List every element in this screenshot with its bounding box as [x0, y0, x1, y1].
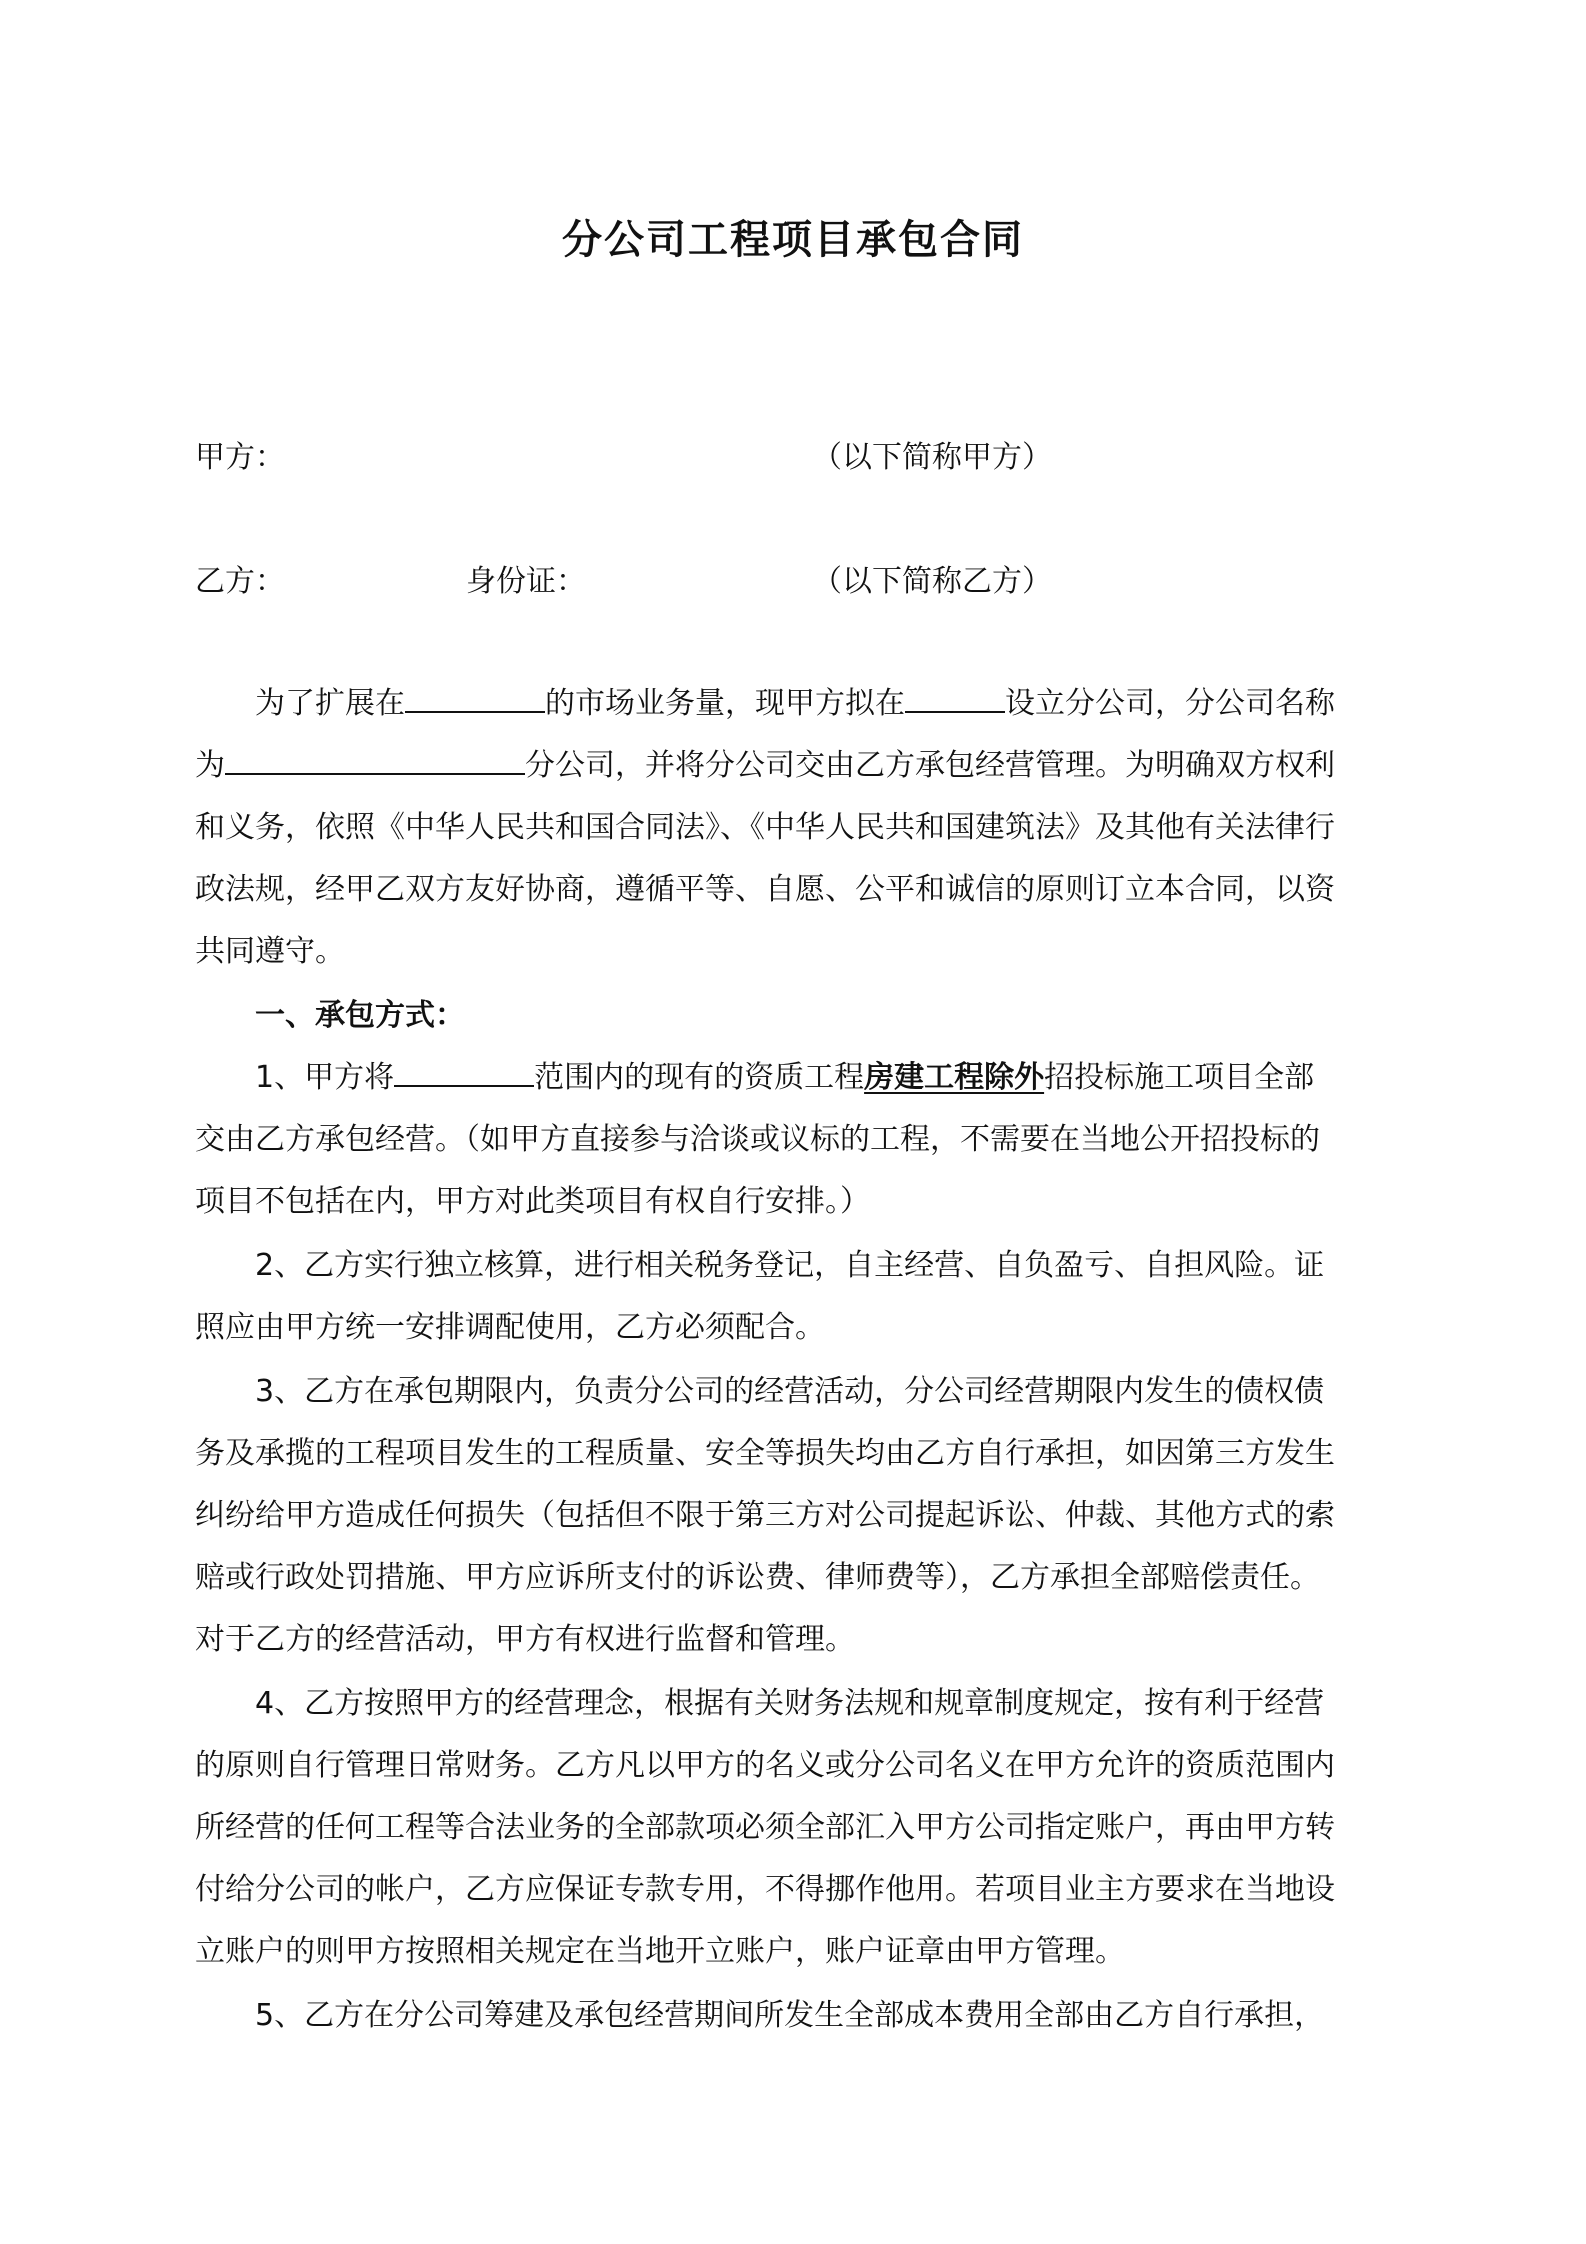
blank-field-branch-name[interactable] — [225, 747, 525, 775]
item-text: 1、甲方将 — [255, 1060, 395, 1095]
item3-line-5: 对于乙方的经营活动，甲方有权进行监督和管理。 — [195, 1622, 855, 1657]
preamble-text: 的市场业务量，现甲方拟在 — [545, 686, 905, 721]
preamble-text: 设立分公司，分公司名称 — [1005, 686, 1335, 721]
item4-line-4: 付给分公司的帐户，乙方应保证专款专用，不得挪作他用。若项目业主方要求在当地设 — [195, 1872, 1335, 1907]
party-b-alias: （以下简称乙方） — [812, 564, 1052, 599]
id-card-label: 身份证： — [466, 564, 586, 599]
party-b-label: 乙方： — [195, 564, 285, 599]
item4-line-2: 的原则自行管理日常财务。乙方凡以甲方的名义或分公司名义在甲方允许的资质范围内 — [195, 1748, 1335, 1783]
item4-line-3: 所经营的任何工程等合法业务的全部款项必须全部汇入甲方公司指定账户，再由甲方转 — [195, 1810, 1335, 1845]
document-title: 分公司工程项目承包合同 — [562, 217, 1024, 263]
preamble-text: 为了扩展在 — [255, 686, 405, 721]
item4-line-1: 4、乙方按照甲方的经营理念，根据有关财务法规和规章制度规定，按有利于经营 — [255, 1686, 1325, 1721]
preamble-text: 分公司，并将分公司交由乙方承包经营管理。为明确双方权利 — [525, 748, 1335, 783]
item4-line-5: 立账户的则甲方按照相关规定在当地开立账户，账户证章由甲方管理。 — [195, 1934, 1125, 1969]
emphasized-exclusion: 房建工程除外 — [864, 1060, 1045, 1095]
preamble-line-5: 共同遵守。 — [195, 934, 345, 969]
blank-field-region[interactable] — [405, 685, 545, 713]
item3-line-1: 3、乙方在承包期限内，负责分公司的经营活动，分公司经营期限内发生的债权债 — [255, 1374, 1325, 1409]
blank-field-scope[interactable] — [394, 1059, 534, 1087]
blank-field-location[interactable] — [905, 685, 1005, 713]
item5-line-1: 5、乙方在分公司筹建及承包经营期间所发生全部成本费用全部由乙方自行承担， — [255, 1998, 1325, 2033]
item1-line-3: 项目不包括在内，甲方对此类项目有权自行安排。） — [195, 1184, 870, 1219]
item1-line-2: 交由乙方承包经营。（如甲方直接参与洽谈或议标的工程，不需要在当地公开招投标的 — [195, 1122, 1320, 1157]
preamble-line-4: 政法规，经甲乙双方友好协商，遵循平等、自愿、公平和诚信的原则订立本合同，以资 — [195, 872, 1335, 907]
preamble-line-2 — [195, 746, 1405, 786]
preamble-text: 为 — [195, 748, 225, 783]
preamble-line-1 — [255, 684, 1405, 724]
item3-line-4: 赔或行政处罚措施、甲方应诉所支付的诉讼费、律师费等），乙方承担全部赔偿责任。 — [195, 1560, 1320, 1595]
item2-line-1: 2、乙方实行独立核算，进行相关税务登记，自主经营、自负盈亏、自担风险。证 — [255, 1248, 1325, 1283]
item-text: 招投标施工项目全部 — [1044, 1060, 1315, 1095]
party-a-label: 甲方： — [195, 440, 285, 475]
item1-line-1 — [255, 1058, 1405, 1098]
item3-line-3: 纠纷给甲方造成任何损失（包括但不限于第三方对公司提起诉讼、仲裁、其他方式的索 — [195, 1498, 1335, 1533]
section-heading: 一、承包方式： — [255, 998, 465, 1033]
item3-line-2: 务及承揽的工程项目发生的工程质量、安全等损失均由乙方自行承担，如因第三方发生 — [195, 1436, 1335, 1471]
preamble-line-3: 和义务，依照《中华人民共和国合同法》、《中华人民共和国建筑法》及其他有关法律行 — [195, 810, 1335, 845]
item2-line-2: 照应由甲方统一安排调配使用，乙方必须配合。 — [195, 1310, 825, 1345]
party-a-alias: （以下简称甲方） — [812, 440, 1052, 475]
item-text: 范围内的现有的资质工程 — [534, 1060, 865, 1095]
